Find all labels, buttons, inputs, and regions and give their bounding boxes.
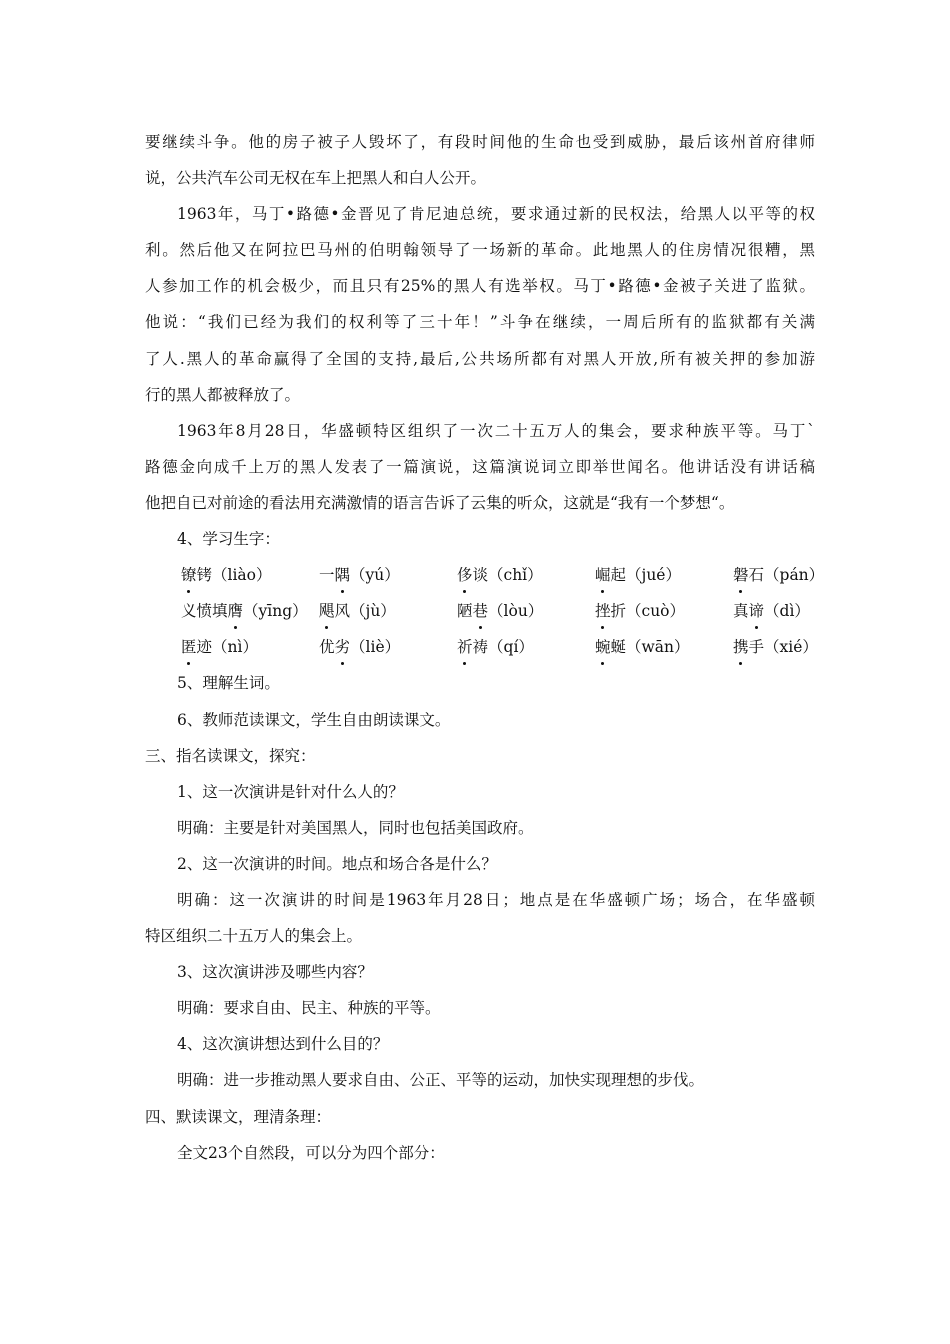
vocab-rest: 蜒（wān） <box>610 638 690 657</box>
text-line: 明确：要求自由、民主、种族的平等。 <box>177 999 441 1018</box>
vocab-rest: （lòu） <box>488 602 544 621</box>
text-line: 他说：“我们已经为我们的权利等了三十年！”斗争在继续，一周后所有的监狱都有关满 <box>145 313 815 332</box>
text-line: 2、这一次演讲的时间。地点和场合各是什么？ <box>177 854 497 873</box>
emphasized-character: 镣 <box>181 557 197 593</box>
vocab-word <box>595 593 733 629</box>
vocab-rest: 迹（nì） <box>196 638 258 657</box>
vocab-row <box>145 593 815 629</box>
text-line: 4、这次演讲想达到什么目的？ <box>177 1035 389 1054</box>
vocab-rest: 谈（chǐ） <box>472 566 543 585</box>
vocab-word <box>319 629 457 665</box>
emphasized-character: 崛 <box>595 557 611 593</box>
paragraph-block-questions <box>145 665 815 1170</box>
vocab-word <box>319 593 457 629</box>
text-line: 明确：这一次演讲的时间是1963年月28日；地点是在华盛顿广场；场合，在华盛顿 <box>177 890 815 909</box>
text-line: 1963年8月28日，华盛顿特区组织了一次二十五万人的集会，要求种族平等。马丁` <box>177 421 815 440</box>
vocab-row <box>145 629 818 665</box>
text-line: 特区组织二十五万人的集会上。 <box>145 927 363 946</box>
text-line: 4、学习生字： <box>177 530 280 549</box>
vocab-rest: 祷（qí） <box>472 638 534 657</box>
text-line: 路德金向成千上万的黑人发表了一篇演说，这篇演说词立即举世闻名。他讲话没有讲话稿 <box>145 457 815 476</box>
vocab-word <box>733 593 871 629</box>
vocab-word <box>595 557 733 593</box>
vocabulary-list <box>145 557 825 665</box>
emphasized-character: 蜿 <box>595 629 611 665</box>
text-line: 了人.黑人的革命赢得了全国的支持,最后,公共场所都有对黑人开放,所有被关押的参加游 <box>145 349 815 368</box>
text-line: 1、这一次演讲是针对什么人的？ <box>177 782 404 801</box>
text-line: 3、这次演讲涉及哪些内容？ <box>177 963 373 982</box>
vocab-rest: 折（cuò） <box>610 602 686 621</box>
text-line: 6、教师范读课文，学生自由朗读课文。 <box>177 710 451 729</box>
emphasized-character: 侈 <box>457 557 473 593</box>
vocab-rest: （dì） <box>764 602 810 621</box>
vocab-rest: 石（pán） <box>748 566 825 585</box>
vocab-prefix: 真 <box>733 602 749 621</box>
document-body <box>145 124 825 1171</box>
vocab-rest: 起（jué） <box>610 566 681 585</box>
vocab-word <box>733 629 871 665</box>
vocab-word <box>181 593 319 629</box>
text-line: 要继续斗争。他的房子被子人毁坏了，有段时间他的生命也受到威胁，最后该州首府律师 <box>145 133 815 151</box>
vocab-prefix: 义愤填 <box>181 602 228 621</box>
emphasized-character: 携 <box>733 629 749 665</box>
vocab-rest: （yīng） <box>243 602 308 621</box>
vocab-word <box>733 557 871 593</box>
vocab-rest: 铐（liào） <box>196 566 272 585</box>
vocab-word <box>595 629 733 665</box>
emphasized-character: 隅 <box>335 557 351 593</box>
vocab-rest: （yú） <box>350 566 400 585</box>
emphasized-character: 匿 <box>181 629 197 665</box>
emphasized-character: 挫 <box>595 593 611 629</box>
emphasized-character: 祈 <box>457 629 473 665</box>
emphasized-character: 磐 <box>733 557 749 593</box>
text-line: 5、理解生词。 <box>177 674 280 693</box>
vocab-word <box>319 557 457 593</box>
text-line: 四、默读课文，理清条理： <box>145 1107 332 1126</box>
text-line: 他把自已对前途的看法用充满激情的语言告诉了云集的听众，这就是“我有一个梦想“。 <box>145 493 735 512</box>
emphasized-character: 劣 <box>335 629 351 665</box>
text-line: 三、指名读课文，探究： <box>145 746 316 765</box>
paragraph-block-intro <box>145 124 815 557</box>
vocab-word <box>181 629 319 665</box>
text-line: 明确：主要是针对美国黑人，同时也包括美国政府。 <box>177 818 534 837</box>
text-line: 人参加工作的机会极少，而且只有25%的黑人有选举权。马丁•路德•金被子关进了监狱。 <box>145 277 815 296</box>
vocab-rest: （liè） <box>350 638 401 657</box>
text-line: 行的黑人都被释放了。 <box>145 385 301 404</box>
emphasized-character: 飓 <box>319 593 335 629</box>
emphasized-character: 巷 <box>473 593 489 629</box>
text-line: 利。然后他又在阿拉巴马州的伯明翰领导了一场新的革命。此地黑人的住房情况很糟，黑 <box>145 241 815 260</box>
vocab-prefix: 陋 <box>457 602 473 621</box>
vocab-row <box>145 557 825 593</box>
text-line: 明确：进一步推动黑人要求自由、公正、平等的运动，加快实现理想的步伐。 <box>177 1071 705 1090</box>
vocab-word <box>457 629 595 665</box>
vocab-word <box>457 593 595 629</box>
vocab-word <box>457 557 595 593</box>
text-line: 说，公共汽车公司无权在车上把黑人和白人公开。 <box>145 169 487 188</box>
text-line: 全文23个自然段，可以分为四个部分： <box>177 1143 445 1162</box>
vocab-word <box>181 557 319 593</box>
vocab-rest: 风（jù） <box>334 602 396 621</box>
vocab-rest: 手（xié） <box>748 638 818 657</box>
emphasized-character: 膺 <box>228 593 244 629</box>
vocab-prefix: 优 <box>319 638 335 657</box>
emphasized-character: 谛 <box>749 593 765 629</box>
text-line: 1963年，马丁•路德•金晋见了肯尼迪总统，要求通过新的民权法，给黑人以平等的权 <box>177 205 815 224</box>
vocab-prefix: 一 <box>319 566 335 585</box>
